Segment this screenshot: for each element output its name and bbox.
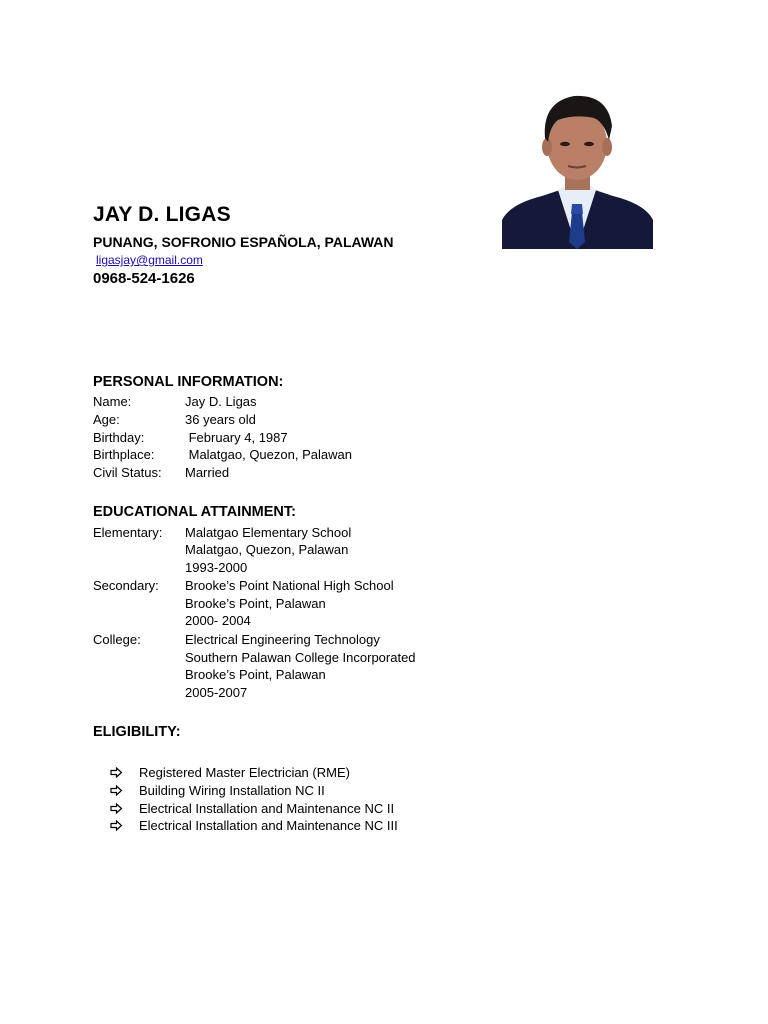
field-label: Civil Status: (93, 465, 162, 480)
school-name: Southern Palawan College Incorporated (185, 650, 416, 665)
field-label: Elementary: (93, 525, 163, 540)
education-heading: EDUCATIONAL ATTAINMENT: (93, 504, 296, 520)
eligibility-label: Electrical Installation and Maintenance NC II (139, 801, 395, 816)
personal-info-heading: PERSONAL INFORMATION: (93, 374, 284, 390)
course-name: Electrical Engineering Technology (185, 632, 380, 647)
personal-row-age (93, 411, 256, 429)
arrow-bullet-icon (110, 800, 139, 818)
eligibility-item (110, 782, 325, 800)
applicant-address: PUNANG, SOFRONIO ESPAÑOLA, PALAWAN (93, 234, 394, 250)
eligibility-item (110, 817, 398, 835)
profile-photo (502, 92, 653, 249)
personal-row-name (93, 393, 257, 411)
school-name: Malatgao Elementary School (185, 525, 352, 540)
education-secondary-row (93, 577, 394, 595)
arrow-bullet-icon (110, 764, 139, 782)
field-label: College: (93, 632, 141, 647)
education-college-row (93, 631, 380, 649)
school-location: Malatgao, Quezon, Palawan (185, 542, 349, 557)
school-name: Brooke’s Point National High School (185, 578, 394, 593)
education-elementary-row (93, 524, 351, 542)
applicant-phone: 0968-524-1626 (93, 270, 195, 287)
education-secondary-years (93, 612, 251, 630)
school-years: 2005-2007 (185, 685, 248, 700)
applicant-name: JAY D. LIGAS (93, 203, 231, 226)
field-value: February 4, 1987 (185, 430, 288, 445)
education-elementary-location (93, 541, 348, 559)
school-years: 2000- 2004 (185, 613, 251, 628)
personal-row-birthday (93, 429, 288, 447)
field-value: 36 years old (185, 412, 256, 427)
field-label: Birthday: (93, 430, 145, 445)
education-college-years (93, 684, 247, 702)
field-value: Malatgao, Quezon, Palawan (185, 447, 352, 462)
school-location: Brooke’s Point, Palawan (185, 596, 326, 611)
applicant-email-link[interactable]: ligasjay@gmail.com (96, 253, 203, 267)
education-college-location (93, 666, 326, 684)
eligibility-heading: ELIGIBILITY: (93, 724, 181, 740)
arrow-bullet-icon (110, 817, 139, 835)
eligibility-item (110, 764, 350, 782)
school-location: Brooke’s Point, Palawan (185, 667, 326, 682)
personal-row-birthplace (93, 446, 352, 464)
arrow-bullet-icon (110, 782, 139, 800)
eligibility-label: Registered Master Electrician (RME) (139, 765, 350, 780)
field-label: Name: (93, 394, 132, 409)
personal-row-civil-status (93, 464, 229, 482)
education-elementary-years (93, 559, 247, 577)
education-college-school (93, 649, 416, 667)
education-secondary-location (93, 595, 326, 613)
eligibility-item (110, 800, 394, 818)
school-years: 1993-2000 (185, 560, 248, 575)
eligibility-label: Building Wiring Installation NC II (139, 783, 325, 798)
field-value: Married (185, 465, 230, 480)
field-value: Jay D. Ligas (185, 394, 257, 409)
field-label: Birthplace: (93, 447, 155, 462)
eligibility-label: Electrical Installation and Maintenance NC III (139, 818, 398, 833)
field-label: Age: (93, 412, 120, 427)
field-label: Secondary: (93, 578, 159, 593)
